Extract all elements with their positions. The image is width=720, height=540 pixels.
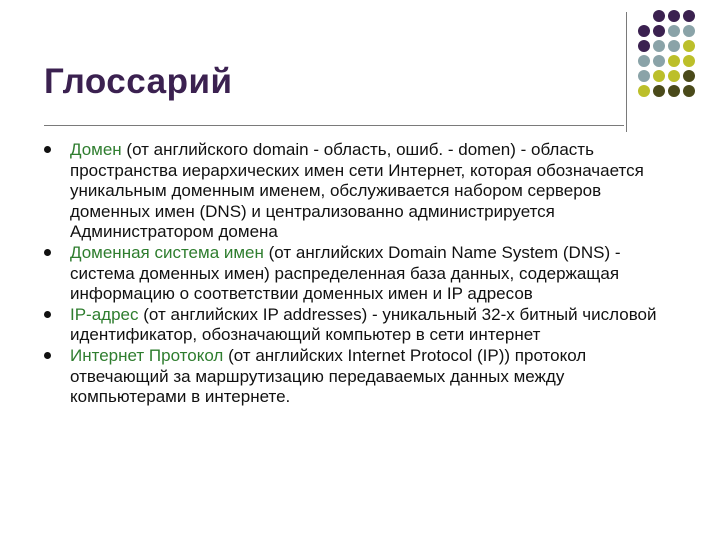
decorative-dot	[668, 10, 680, 22]
glossary-item-domain	[44, 140, 684, 243]
glossary-definition: (от английского domain - область, ошиб. - domen) - область пространства иерархических имен сети Интернет, которая обозначается уникальным доменным именем, обслуживается набором серверов доменных имен (DNS) и централизованно администрируется Администратором домена	[70, 140, 644, 242]
decorative-dot	[638, 85, 650, 97]
glossary-item-dns	[44, 243, 684, 305]
decorative-dot	[653, 40, 665, 52]
decorative-dot	[638, 25, 650, 37]
decorative-dot	[683, 10, 695, 22]
decorative-dot	[653, 70, 665, 82]
glossary-list	[44, 140, 684, 408]
decorative-dot	[668, 85, 680, 97]
decorative-dot	[653, 55, 665, 67]
glossary-term: IP-адрес	[70, 304, 139, 324]
glossary-term: Доменная система имен	[70, 242, 264, 262]
bullet-icon	[44, 249, 51, 256]
title-divider	[44, 125, 624, 126]
decorative-dot	[683, 25, 695, 37]
decorative-dot	[683, 85, 695, 97]
decorative-dot-grid	[638, 10, 720, 110]
bullet-icon	[44, 146, 51, 153]
decorative-dot	[668, 55, 680, 67]
decorative-dot	[668, 40, 680, 52]
vertical-divider	[626, 12, 627, 132]
decorative-dot	[668, 25, 680, 37]
decorative-dot	[683, 40, 695, 52]
decorative-dot	[653, 25, 665, 37]
decorative-dot	[668, 70, 680, 82]
glossary-definition: (от английских Domain Name System (DNS) - система доменных имен) распределенная база данных, содержащая информацию о соответствии доменных имен и IP адресов	[70, 242, 621, 304]
glossary-term: Домен	[70, 140, 122, 159]
glossary-term: Интернет Протокол	[70, 345, 224, 365]
glossary-definition: (от английских Internet Protocol (IP)) протокол отвечающий за маршрутизацию передаваемых данных между компьютерами в интернете.	[70, 345, 587, 407]
decorative-dot	[653, 10, 665, 22]
glossary-definition: (от английских IP addresses) - уникальный 32-х битный числовой идентификатор, обозначающий компьютер в сети интернет	[70, 304, 657, 345]
glossary-item-ip-address	[44, 305, 684, 346]
decorative-dot	[638, 55, 650, 67]
slide-title: Глоссарий	[44, 62, 233, 101]
glossary-item-internet-protocol	[44, 346, 684, 408]
decorative-dot	[638, 70, 650, 82]
decorative-dot	[638, 40, 650, 52]
decorative-dot	[683, 55, 695, 67]
bullet-icon	[44, 311, 51, 318]
bullet-icon	[44, 352, 51, 359]
decorative-dot	[683, 70, 695, 82]
decorative-dot	[653, 85, 665, 97]
